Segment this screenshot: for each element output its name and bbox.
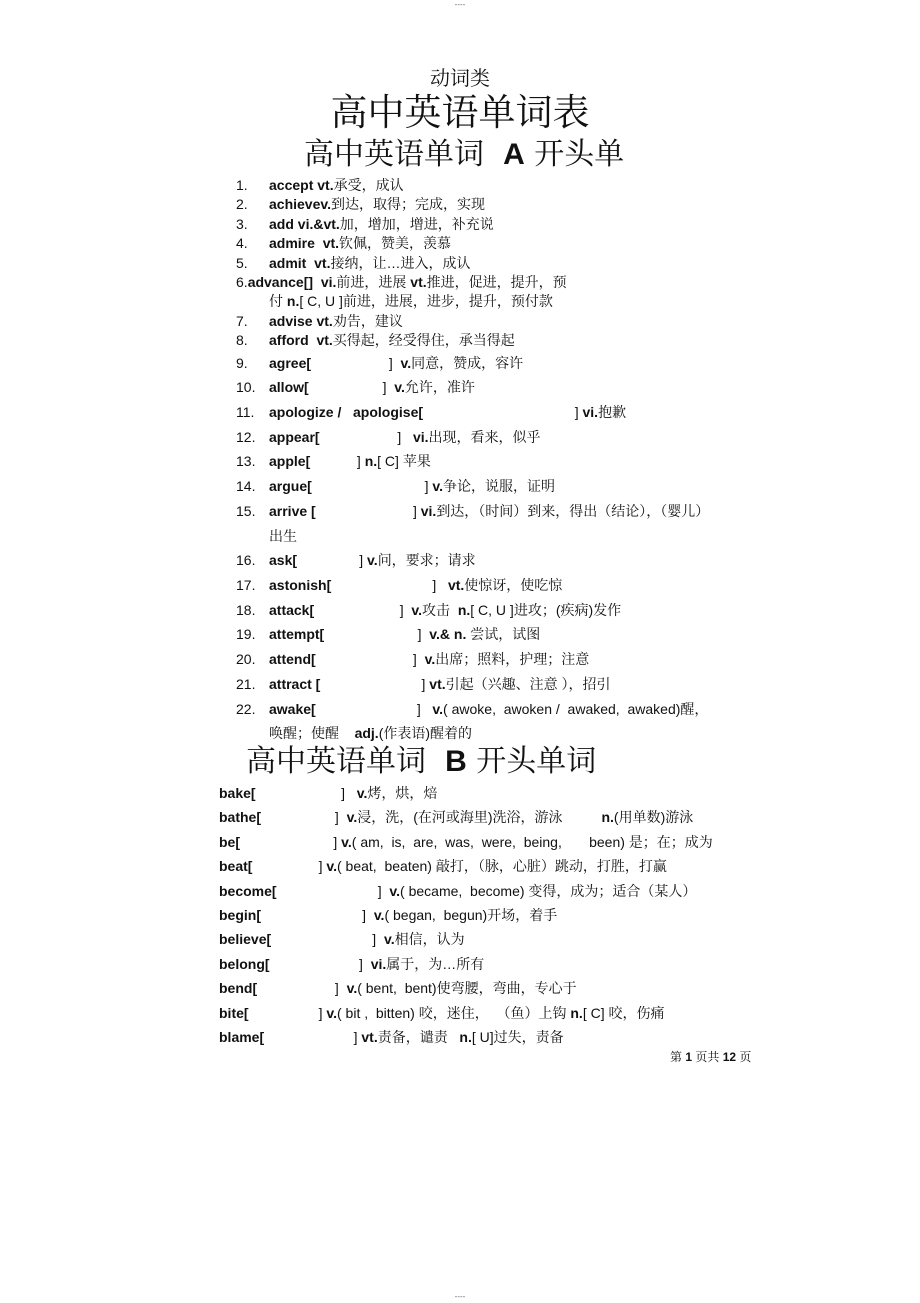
footer-text: 第 [670, 1050, 686, 1064]
entry-keyword: v. [341, 833, 352, 850]
section-a-prefix: 高中英语单词 [304, 137, 504, 172]
entry-number: 9. [236, 354, 248, 371]
entry-text: 引起（兴趣、注意 ），招引 [445, 675, 611, 692]
entry-keyword: vt. [410, 274, 427, 291]
entry-text: 钦佩，赞美，羡慕 [339, 235, 452, 252]
entry-line [269, 195, 736, 214]
entry-text: ] [271, 931, 384, 948]
entry-line [269, 697, 736, 722]
entry-keyword: apple[ [269, 453, 311, 470]
word-entry [236, 273, 736, 312]
entry-keyword: vt. [447, 576, 465, 593]
a-word-list [236, 176, 736, 746]
entry-text: [ C, U ]进攻；(疾病)发作 [470, 601, 622, 618]
entry-number: 19. [236, 626, 256, 643]
entry-number: 2. [236, 196, 248, 213]
entry-text: ] [261, 809, 347, 826]
entry-keyword: begin[ [219, 907, 261, 924]
entry-text: ( am, is, are, was, were, being, been) 是；在；成为 [351, 833, 713, 850]
entry-text: 烤，烘，焙 [367, 785, 438, 801]
entry-keyword: attempt[ [269, 626, 325, 643]
entry-line [269, 647, 736, 672]
entry-text: ] [297, 552, 368, 569]
entry-keyword: v. [411, 601, 423, 618]
entry-number: 14. [236, 478, 256, 495]
entry-text: (作表语)醒着的 [378, 725, 473, 742]
entry-keyword: add vi.&vt. [269, 215, 340, 232]
section-a-suffix: 开头单 [524, 137, 625, 172]
footer-text: 页共 [692, 1050, 723, 1064]
entry-text: 尝试，试图 [466, 626, 541, 643]
entry-line [269, 234, 736, 253]
entry-number: 13. [236, 453, 256, 470]
word-entry [236, 234, 736, 253]
entry-number: 15. [236, 502, 256, 519]
entry-keyword: v. [400, 354, 412, 371]
entry-text: 出生 [269, 527, 297, 544]
word-entry [236, 254, 736, 273]
entry-line [269, 331, 736, 350]
word-entry [219, 952, 759, 976]
entry-keyword: achievev. [269, 196, 332, 213]
entry-keyword: v. [367, 552, 378, 569]
entry-keyword: bite[ [219, 1004, 249, 1021]
word-entry [219, 927, 759, 951]
entry-text: ] [261, 907, 374, 924]
entry-text: ] [257, 980, 347, 997]
entry-text: ] [276, 882, 390, 899]
entry-keyword: vi. [582, 404, 599, 421]
entry-keyword: appear[ [269, 428, 320, 445]
entry-keyword: advise vt. [269, 312, 333, 329]
entry-text: ] [324, 626, 430, 643]
entry-keyword: n. [286, 293, 300, 310]
section-a-heading [304, 139, 624, 171]
entry-keyword: attract [ [269, 675, 321, 692]
word-entry [236, 647, 736, 672]
footer-mark: ---- [454, 1292, 466, 1301]
entry-keyword: admire vt. [269, 235, 340, 252]
section-b-letter: B [445, 745, 467, 778]
entry-text: 到达，取得；完成，实现 [331, 196, 486, 213]
entry-text: 加，增加，增进，补充说 [339, 215, 494, 232]
entry-line [269, 548, 736, 573]
entry-text: ] [240, 833, 342, 850]
entry-number: 17. [236, 576, 256, 593]
entry-text: ( began, begun)开场，着手 [384, 907, 558, 924]
word-entry [219, 879, 759, 903]
section-b-prefix: 高中英语单词 [246, 744, 446, 779]
word-entry [236, 375, 736, 400]
entry-line [269, 425, 736, 450]
entry-text: 浸，洗，(在河或海里)洗浴，游泳 [357, 809, 602, 826]
entry-line [269, 499, 736, 524]
entry-keyword: n. [459, 1029, 472, 1046]
word-entry [236, 425, 736, 450]
entry-line [269, 672, 736, 697]
entry-text: ] [252, 858, 327, 875]
entry-text: 攻击 [422, 601, 458, 618]
entry-text: ] [331, 576, 448, 593]
entry-number: 22. [236, 700, 256, 717]
entry-keyword: bake[ [219, 785, 256, 801]
entry-text: ] [248, 1004, 327, 1021]
header-mark: ---- [454, 0, 466, 9]
current-page: 1 [685, 1050, 693, 1064]
b-word-list [219, 781, 759, 1049]
entry-keyword: advance[] vi. [247, 274, 337, 291]
word-entry [236, 697, 736, 746]
entry-keyword: apologize / apologise[ [269, 404, 424, 421]
entry-text: ( bit , bitten) 咬，迷住， （鱼）上钩 [337, 1004, 571, 1021]
entry-line [269, 524, 736, 549]
entry-keyword: belong[ [219, 955, 270, 972]
entry-number: 8. [236, 332, 248, 349]
entry-keyword: awake[ [269, 700, 316, 717]
word-entry [236, 215, 736, 234]
entry-keyword: allow[ [269, 379, 309, 396]
entry-line [269, 312, 736, 331]
entry-keyword: beat[ [219, 858, 253, 875]
entry-keyword: v. [346, 980, 358, 997]
entry-keyword: vt. [361, 1029, 378, 1046]
entry-number: 7. [236, 312, 248, 329]
word-entry [219, 830, 759, 854]
entry-text: 问，要求；请求 [377, 552, 476, 569]
entry-keyword: agree[ [269, 354, 312, 371]
word-entry [236, 499, 736, 548]
entry-keyword: v. [394, 379, 405, 396]
page-footer [670, 1050, 751, 1064]
entry-keyword: vi. [370, 955, 387, 972]
entry-keyword: be[ [219, 833, 240, 850]
entry-keyword: v. [346, 809, 358, 826]
word-entry [236, 548, 736, 573]
entry-keyword: adj. [354, 725, 379, 742]
entry-keyword: v. [424, 651, 436, 668]
entry-text: 同意，赞成，容许 [411, 354, 524, 371]
entry-text: 到达，（时间）到来，得出（结论），（婴儿） [436, 502, 710, 519]
entry-keyword: n. [601, 809, 614, 826]
entry-line [269, 351, 736, 376]
footer-text: 页 [736, 1050, 752, 1064]
entry-text: 接纳，让…进入，成认 [330, 254, 471, 271]
word-entry [236, 176, 736, 195]
word-entry [236, 474, 736, 499]
entry-keyword: v. [432, 478, 444, 495]
entry-text: ] [423, 404, 583, 421]
entry-text: ] [315, 502, 421, 519]
entry-line [269, 400, 736, 425]
entry-keyword: bathe[ [219, 809, 261, 826]
entry-number: 18. [236, 601, 256, 618]
word-entry [236, 598, 736, 623]
entry-keyword: astonish[ [269, 576, 332, 593]
entry-text: [ C, U ]前进，进展，进步，提升，预付款 [299, 293, 553, 310]
word-entry [236, 312, 736, 331]
entry-keyword: become[ [219, 882, 277, 899]
entry-keyword: ask[ [269, 552, 298, 569]
entry-keyword: attack[ [269, 601, 315, 618]
entry-text: [ C] 苹果 [377, 453, 431, 470]
entry-keyword: afford vt. [269, 332, 333, 349]
entry-text: 属于，为…所有 [386, 955, 485, 972]
entry-text: 出席；照料，护理；注意 [435, 651, 590, 668]
entry-number: 11. [236, 404, 255, 421]
entry-line [269, 573, 736, 598]
entry-text: [ U]过失，责备 [471, 1029, 564, 1046]
entry-keyword: admit vt. [269, 254, 331, 271]
entry-text: 抱歉 [598, 404, 627, 421]
word-entry [236, 672, 736, 697]
entry-keyword: n. [570, 1004, 583, 1021]
entry-keyword: v. [389, 882, 401, 899]
entry-text: 相信，认为 [394, 931, 465, 948]
entry-keyword: v. [356, 785, 368, 801]
word-entry [219, 976, 759, 1000]
entry-text: 允许，准许 [404, 379, 475, 396]
entry-text: ] [310, 453, 365, 470]
entry-keyword: blame[ [219, 1029, 265, 1046]
entry-number: 5. [236, 254, 248, 271]
entry-keyword: arrive [ [269, 502, 316, 519]
entry-keyword: n. [364, 453, 378, 470]
entry-text: ] [311, 354, 401, 371]
entry-text: ( became, become) 变得，成为；适合（某人） [400, 882, 697, 899]
entry-keyword: vt. [429, 675, 446, 692]
word-entry [219, 1001, 759, 1025]
entry-line [269, 474, 736, 499]
entry-text: 劝告，建议 [332, 312, 403, 329]
entry-number: 12. [236, 428, 256, 445]
entry-text: (用单数)游泳 [613, 809, 694, 826]
entry-text: 买得起，经受得住，承当得起 [332, 332, 515, 349]
entry-keyword: v. [326, 858, 337, 875]
entry-keyword: v. [383, 931, 395, 948]
section-a-letter: A [503, 138, 525, 171]
entry-text: 唤醒；使醒 [269, 725, 355, 742]
entry-text: 争论，说服，证明 [443, 478, 556, 495]
entry-line [236, 273, 736, 292]
entry-text: ] [314, 601, 412, 618]
word-entry [219, 1025, 759, 1049]
word-entry [219, 903, 759, 927]
total-pages: 12 [722, 1050, 737, 1064]
word-entry [236, 622, 736, 647]
entry-text: 责备，谴责 [377, 1029, 460, 1046]
entry-line [269, 215, 736, 234]
entry-text: 出现，看来，似乎 [428, 428, 541, 445]
entry-keyword: v.& n. [429, 626, 467, 643]
word-entry [236, 195, 736, 214]
entry-line [269, 176, 736, 195]
entry-keyword: v. [373, 907, 385, 924]
entry-keyword: vi. [420, 502, 437, 519]
word-entry [236, 573, 736, 598]
category-heading: 动词类 [430, 66, 490, 90]
entry-text: ] [315, 700, 433, 717]
entry-text: ] [311, 478, 433, 495]
entry-text: ] [320, 675, 430, 692]
entry-number: 10. [236, 379, 256, 396]
entry-keyword: v. [432, 700, 444, 717]
entry-line [269, 375, 736, 400]
entry-text: 使惊讶，使吃惊 [464, 576, 563, 593]
entry-text: ( awoke, awoken / awaked, awaked)醒， [443, 700, 709, 717]
entry-line [269, 622, 736, 647]
entry-text: 6. [236, 274, 248, 291]
entry-keyword: believe[ [219, 931, 272, 948]
entry-keyword: v. [326, 1004, 337, 1021]
entry-text: 付 [269, 293, 287, 310]
entry-line [269, 449, 736, 474]
entry-number: 21. [236, 675, 256, 692]
entry-text: ] [315, 651, 425, 668]
entry-text: 前进，进展 [336, 274, 411, 291]
entry-line [269, 721, 736, 746]
entry-text: 推进，促进，提升，预 [426, 274, 567, 291]
word-entry [236, 400, 736, 425]
entry-number: 16. [236, 552, 256, 569]
entry-keyword: bend[ [219, 980, 258, 997]
word-entry [236, 449, 736, 474]
entry-text: ] [269, 955, 371, 972]
section-b-suffix: 开头单词 [466, 744, 597, 779]
entry-text: ] [319, 428, 413, 445]
entry-keyword: vi. [412, 428, 429, 445]
entry-line [269, 292, 736, 311]
entry-line [269, 254, 736, 273]
entry-text: ( beat, beaten) 敲打，（脉，心脏）跳动，打胜，打赢 [337, 858, 667, 875]
section-b-heading [246, 746, 596, 778]
entry-text: 承受，成认 [333, 177, 404, 193]
entry-text: ] [255, 785, 357, 801]
word-entry [219, 854, 759, 878]
entry-keyword: n. [457, 601, 471, 618]
word-entry [219, 805, 759, 829]
entry-text: ] [308, 379, 395, 396]
entry-keyword: argue[ [269, 478, 312, 495]
entry-number: 4. [236, 235, 248, 252]
entry-text: [ C] 咬，伤痛 [582, 1004, 665, 1021]
entry-number: 1. [236, 177, 248, 193]
entry-keyword: accept vt. [269, 177, 334, 193]
entry-number: 3. [236, 215, 248, 232]
entry-line [269, 598, 736, 623]
entry-text: ] [264, 1029, 362, 1046]
entry-text: ( bent, bent)使弯腰，弯曲，专心于 [357, 980, 577, 997]
entry-keyword: attend[ [269, 651, 316, 668]
page-title: 高中英语单词表 [330, 91, 590, 134]
word-entry [236, 351, 736, 376]
entry-number: 20. [236, 651, 256, 668]
word-entry [219, 781, 759, 805]
word-entry [236, 331, 736, 350]
